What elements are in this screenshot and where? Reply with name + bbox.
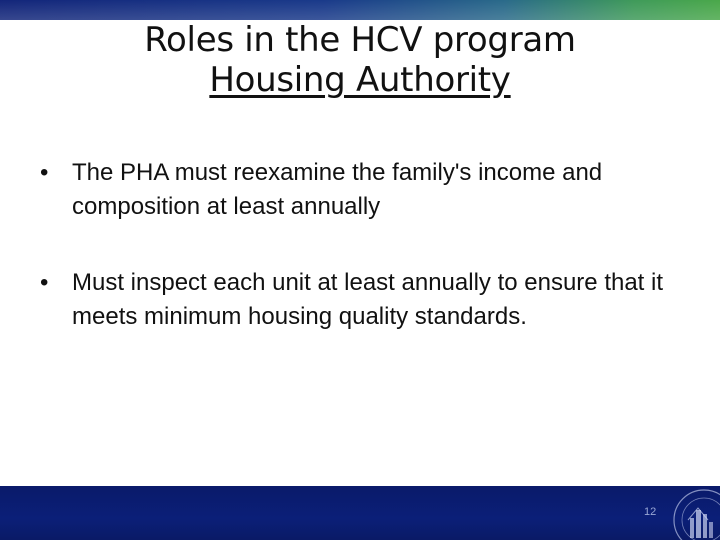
bullet-list <box>40 156 680 376</box>
bullet-glyph: • <box>40 269 49 296</box>
department-seal-icon <box>668 488 720 540</box>
slide-subtitle: Housing Authority <box>209 60 511 100</box>
bullet-item <box>40 266 680 334</box>
slide-title-block <box>0 20 720 100</box>
bullet-text: Must inspect each unit at least annually to ensure that it meets minimum housing quality standards. <box>72 269 664 330</box>
slide-title: Roles in the HCV program <box>144 20 576 60</box>
bullet-item <box>40 156 680 224</box>
header-band-overlay <box>0 0 720 20</box>
slide-number: 12 <box>644 506 657 518</box>
bullet-glyph: • <box>40 159 49 186</box>
footer-band <box>0 486 720 540</box>
bullet-text: The PHA must reexamine the family's income and composition at least annually <box>72 159 603 220</box>
